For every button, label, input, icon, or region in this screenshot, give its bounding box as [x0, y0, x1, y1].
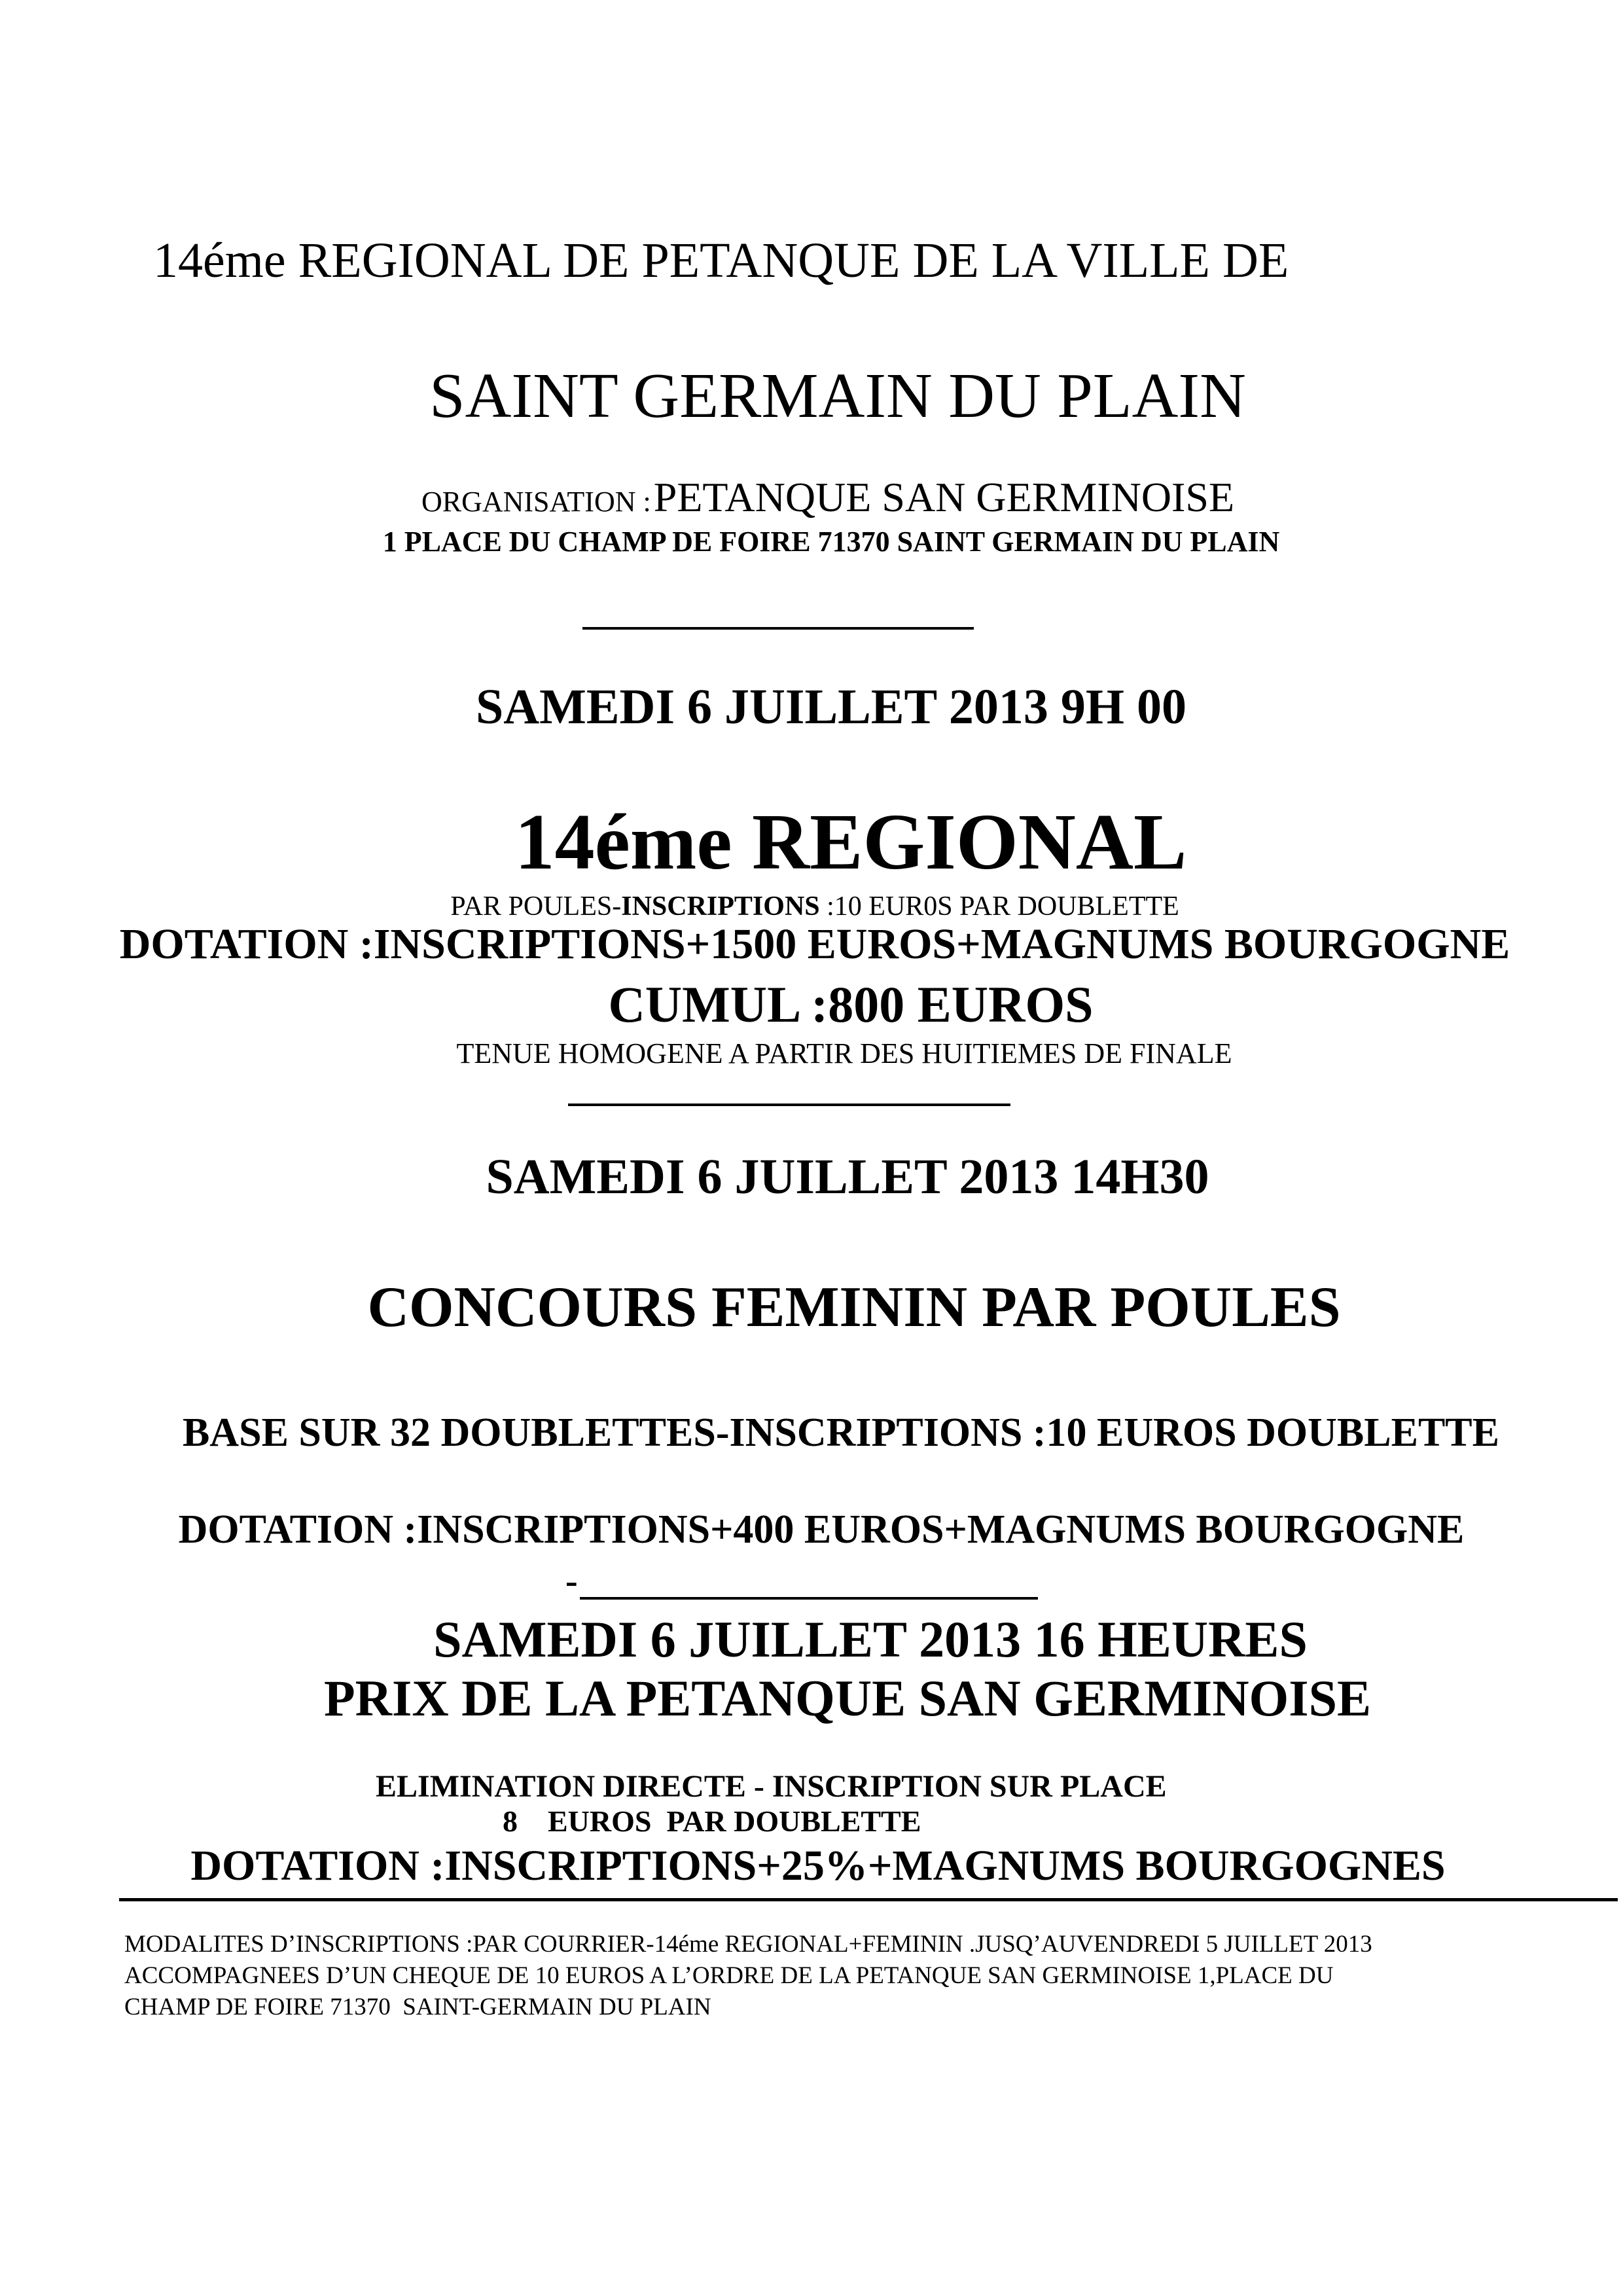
event2-base: BASE SUR 32 DOUBLETTES-INSCRIPTIONS :10 EUROS DOUBLETTE — [182, 1410, 1500, 1455]
event1-format-part1: PAR POULES- — [450, 891, 622, 922]
event1-date: SAMEDI 6 JUILLET 2013 9H 00 — [475, 679, 1186, 734]
organisation-label: ORGANISATION : — [421, 486, 651, 518]
footer-line-3: CHAMP DE FOIRE 71370 SAINT-GERMAIN DU PLAIN — [124, 1994, 711, 2020]
separator-rule-1 — [582, 627, 974, 630]
event1-tenue: TENUE HOMOGENE A PARTIR DES HUITIEMES DE FINALE — [456, 1037, 1232, 1069]
event2-dotation: DOTATION :INSCRIPTIONS+400 EUROS+MAGNUMS BOURGOGNE — [178, 1507, 1465, 1552]
event3-dotation: DOTATION :INSCRIPTIONS+25%+MAGNUMS BOURGOGNES — [190, 1842, 1446, 1890]
separator-rule-2 — [568, 1103, 1010, 1106]
event3-date: SAMEDI 6 JUILLET 2013 16 HEURES — [433, 1611, 1308, 1668]
event3-elimination: ELIMINATION DIRECTE - INSCRIPTION SUR PLACE — [376, 1769, 1167, 1804]
event3-fee: 8 EUROS PAR DOUBLETTE — [503, 1804, 921, 1838]
event1-title: 14éme REGIONAL — [514, 798, 1187, 886]
footer-rule — [119, 1898, 1618, 1901]
event2-date: SAMEDI 6 JUILLET 2013 14H30 — [486, 1149, 1209, 1204]
separator-mark: - — [565, 1561, 578, 1602]
separator-rule-3 — [580, 1597, 1038, 1600]
event2-title: CONCOURS FEMININ PAR POULES — [367, 1276, 1341, 1339]
town-name: SAINT GERMAIN DU PLAIN — [429, 361, 1246, 431]
organisation-name: PETANQUE SAN GERMINOISE — [653, 474, 1235, 520]
event1-format-part3: :10 EUR0S PAR DOUBLETTE — [819, 891, 1179, 922]
header-title-line: 14éme REGIONAL DE PETANQUE DE LA VILLE DE — [153, 233, 1289, 288]
event1-format-part2: INSCRIPTIONS — [621, 891, 820, 922]
event1-format — [0, 893, 1623, 920]
event1-dotation: DOTATION :INSCRIPTIONS+1500 EUROS+MAGNUMS BOURGOGNE — [119, 920, 1510, 968]
organisation-address: 1 PLACE DU CHAMP DE FOIRE 71370 SAINT GERMAIN DU PLAIN — [382, 526, 1280, 558]
event3-title: PRIX DE LA PETANQUE SAN GERMINOISE — [324, 1670, 1371, 1727]
organisation-line — [0, 476, 1623, 518]
footer-line-1: MODALITES D’INSCRIPTIONS :PAR COURRIER-14éme REGIONAL+FEMININ .JUSQ’AUVENDREDI 5 JUILLET 2013 — [124, 1931, 1372, 1958]
event1-cumul: CUMUL :800 EUROS — [608, 976, 1094, 1033]
footer-line-2: ACCOMPAGNEES D’UN CHEQUE DE 10 EUROS A L’ORDRE DE LA PETANQUE SAN GERMINOISE 1,PLACE DU — [124, 1962, 1334, 1989]
